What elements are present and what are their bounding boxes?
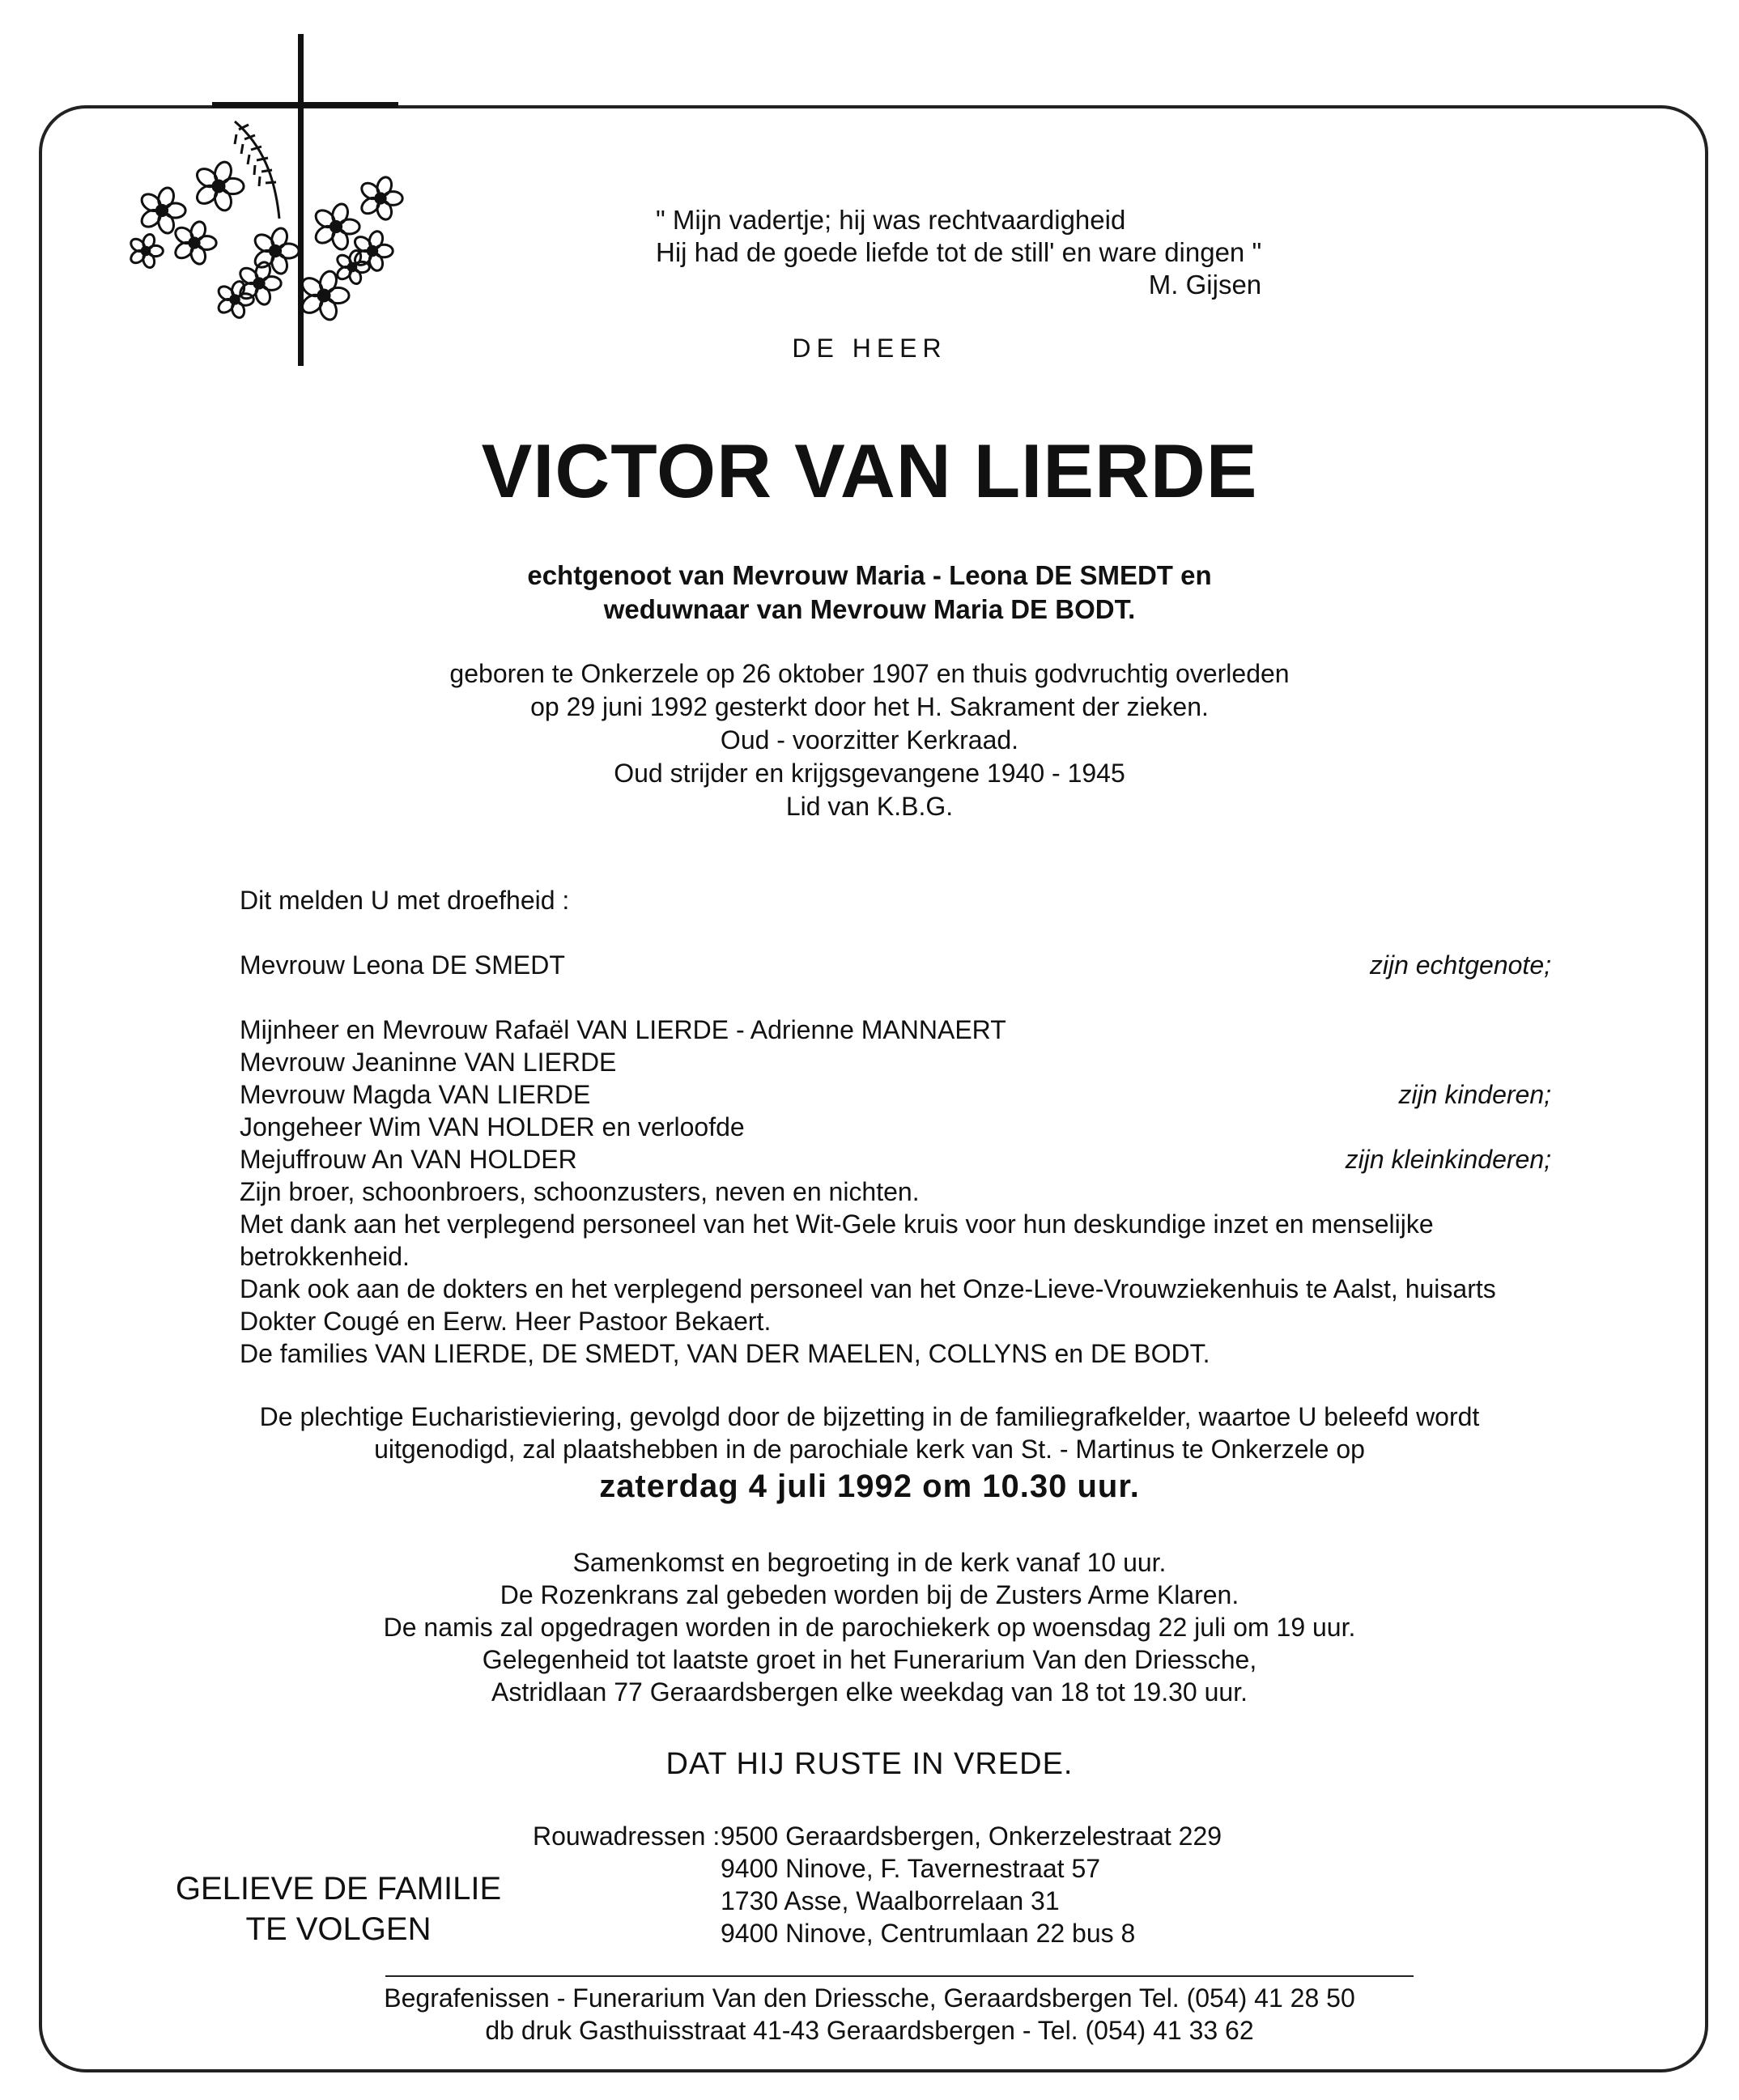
mourner-name: Zijn broer, schoonbroers, schoonzusters, neven en nichten.: [240, 1177, 920, 1206]
flowers-icon: [113, 113, 478, 356]
thanks-text: betrokkenheid.: [240, 1242, 410, 1271]
quote-line-2: Hij had de goede liefde tot de still' en ware dingen ": [656, 237, 1262, 267]
thanks-row: [240, 1240, 1551, 1273]
bio-line: op 29 juni 1992 gesterkt door het H. Sakrament der zieken.: [530, 692, 1209, 721]
announcement: Dit melden U met droefheid :: [240, 886, 570, 915]
bio-line: Lid van K.B.G.: [785, 792, 954, 821]
address-line: 9400 Ninove, F. Tavernestraat 57: [721, 1854, 1101, 1883]
footer: [0, 1982, 1739, 2047]
flower-icon: [313, 202, 359, 252]
mourner-name: Mijnheer en Mevrouw Rafaël VAN LIERDE - Adrienne MANNAERT: [240, 1015, 1006, 1044]
mourner-name: Mevrouw Jeaninne VAN LIERDE: [240, 1048, 617, 1077]
footer-line-1: Begrafenissen - Funerarium Van den Driessche, Geraardsbergen Tel. (054) 41 28 50: [384, 1983, 1355, 2013]
address-line: 9500 Geraardsbergen, Onkerzelestraat 229: [721, 1822, 1222, 1851]
follow-line-1: GELIEVE DE FAMILIE: [175, 1871, 502, 1907]
mass-info: [0, 1401, 1739, 1507]
mourner-name: Mevrouw Magda VAN LIERDE: [240, 1080, 591, 1109]
info-line: De Rozenkrans zal gebeden worden bij de Zusters Arme Klaren.: [500, 1580, 1239, 1609]
spouse-info: [0, 559, 1739, 627]
thanks-text: Dank ook aan de dokters en het verplegend personeel van het Onze-Lieve-Vrouwziekenhuis te Aalst, huisarts: [240, 1274, 1496, 1303]
thanks-row: [240, 1208, 1551, 1240]
thanks-text: Dokter Cougé en Eerw. Heer Pastoor Bekaert.: [240, 1307, 772, 1336]
info-line: De namis zal opgedragen worden in de parochiekerk op woensdag 22 juli om 19 uur.: [383, 1613, 1356, 1642]
mourner-row: [240, 1111, 1551, 1143]
address-line: 1730 Asse, Waalborrelaan 31: [721, 1886, 1060, 1915]
flower-icon: [299, 270, 349, 322]
cross-horizontal-bar: [212, 102, 398, 108]
flower-icon: [129, 233, 163, 270]
follow-family-notice: [136, 1868, 541, 1949]
mourner-relation: zijn echtgenote;: [1369, 950, 1551, 980]
thanks-row: [240, 1273, 1551, 1305]
follow-line-2: TE VOLGEN: [245, 1911, 432, 1947]
bio-line: Oud - voorzitter Kerkraad.: [720, 725, 1019, 755]
flower-icon: [252, 227, 299, 276]
flower-icon: [193, 160, 244, 213]
title-prefix: DE HEER: [792, 334, 947, 363]
quote-author: M. Gijsen: [1148, 270, 1262, 300]
thanks-row: [240, 1305, 1551, 1337]
rest-in-peace: DAT HIJ RUSTE IN VREDE.: [665, 1747, 1074, 1781]
address-line: 9400 Ninove, Centrumlaan 22 bus 8: [721, 1919, 1136, 1948]
mourner-name: Mejuffrouw An VAN HOLDER: [240, 1145, 577, 1174]
mass-date: zaterdag 4 juli 1992 om 10.30 uur.: [599, 1469, 1140, 1504]
info-line: Astridlaan 77 Geraardsbergen elke weekdag van 18 tot 19.30 uur.: [491, 1677, 1248, 1707]
flower-icon: [359, 176, 402, 222]
flower-icon: [172, 220, 216, 266]
bio-line: geboren te Onkerzele op 26 oktober 1907 en thuis godvruchtig overleden: [449, 659, 1290, 688]
mourner-relation: zijn kinderen;: [1398, 1080, 1551, 1109]
spouse-line-1: echtgenoot van Mevrouw Maria - Leona DE SMEDT en: [527, 560, 1212, 590]
mourner-row: [240, 1046, 1551, 1078]
mourner-row: [240, 1175, 1551, 1208]
families-text: De families VAN LIERDE, DE SMEDT, VAN DER MAELEN, COLLYNS en DE BODT.: [240, 1339, 1210, 1368]
spouse-row: [240, 949, 1551, 981]
mourner-relation: zijn kleinkinderen;: [1345, 1145, 1551, 1174]
footer-divider: [385, 1975, 1414, 1977]
mourner-row: [240, 1078, 1551, 1111]
mourner-row: [240, 1014, 1551, 1046]
info-line: Gelegenheid tot laatste groet in het Funerarium Van den Driessche,: [482, 1645, 1257, 1674]
deceased-name: VICTOR VAN LIERDE: [481, 428, 1258, 513]
families-row: [240, 1337, 1551, 1370]
info-line: Samenkomst en begroeting in de kerk vanaf 10 uur.: [572, 1548, 1167, 1577]
practical-info: [0, 1546, 1739, 1708]
family-list: [240, 1014, 1551, 1370]
mourner-name: Mevrouw Leona DE SMEDT: [240, 950, 565, 980]
biography: [0, 657, 1739, 823]
footer-line-2: db druk Gasthuisstraat 41-43 Geraardsbergen - Tel. (054) 41 33 62: [485, 2016, 1254, 2045]
quote-line-1: " Mijn vadertje; hij was rechtvaardigheid: [656, 205, 1126, 235]
mourner-row: [240, 1143, 1551, 1175]
mass-line-2: uitgenodigd, zal plaatshebben in de parochiale kerk van St. - Martinus te Onkerzele op: [374, 1435, 1365, 1464]
quote-block: [656, 204, 1261, 301]
thanks-text: Met dank aan het verplegend personeel van het Wit-Gele kruis voor hun deskundige inzet en menselijke: [240, 1209, 1434, 1239]
flower-icon: [335, 249, 369, 286]
mass-line-1: De plechtige Eucharistieviering, gevolgd door de bijzetting in de familiegrafkelder, waartoe U beleefd wordt: [259, 1402, 1480, 1431]
mourner-name: Jongeheer Wim VAN HOLDER en verloofde: [240, 1112, 745, 1141]
spouse-line-2: weduwnaar van Mevrouw Maria DE BODT.: [603, 594, 1136, 624]
mourner-row: [240, 949, 1551, 981]
bio-line: Oud strijder en krijgsgevangene 1940 - 1945: [614, 759, 1125, 788]
addresses-label: Rouwadressen :: [533, 1822, 721, 1851]
